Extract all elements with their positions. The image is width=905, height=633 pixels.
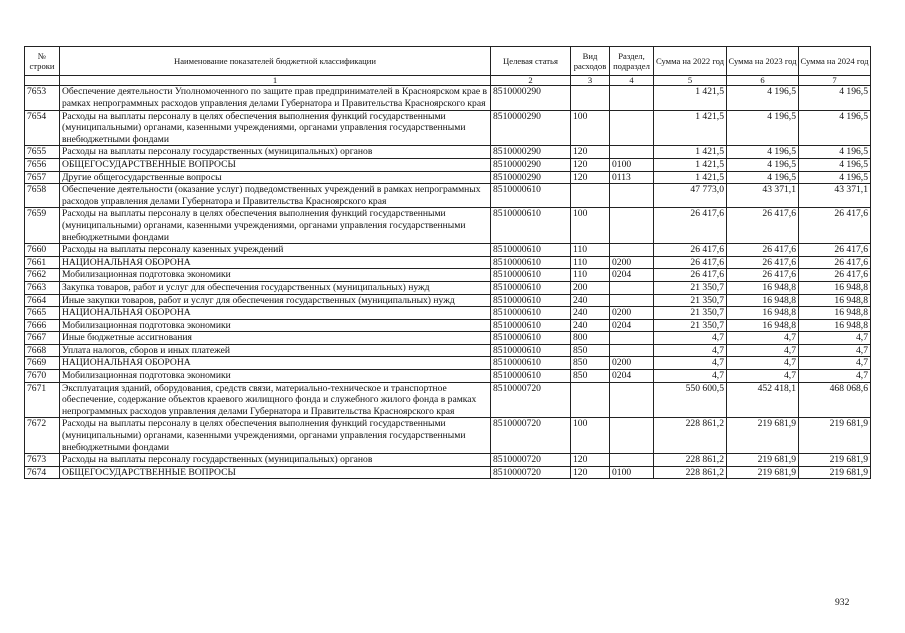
table-row	[25, 454, 871, 467]
cell-section	[610, 110, 654, 146]
cell-expense-type: 120	[571, 158, 610, 171]
cell-expense-type: 120	[571, 171, 610, 184]
table-row	[25, 418, 871, 454]
cell-sum-2024: 26 417,6	[799, 244, 871, 257]
cell-sum-2023: 4 196,5	[727, 171, 799, 184]
cell-sum-2024: 4,7	[799, 332, 871, 345]
cell-target-item: 8510000610	[491, 357, 571, 370]
column-number	[25, 76, 60, 86]
cell-sum-2022: 26 417,6	[654, 208, 727, 244]
cell-indicator-name: НАЦИОНАЛЬНАЯ ОБОРОНА	[60, 256, 491, 269]
cell-sum-2023: 219 681,9	[727, 454, 799, 467]
cell-row-number: 7660	[25, 244, 60, 257]
cell-expense-type: 110	[571, 269, 610, 282]
cell-sum-2024: 4 196,5	[799, 110, 871, 146]
table-row	[25, 370, 871, 383]
cell-sum-2024: 16 948,8	[799, 281, 871, 294]
cell-sum-2023: 4 196,5	[727, 110, 799, 146]
table-row	[25, 110, 871, 146]
cell-sum-2024: 219 681,9	[799, 418, 871, 454]
cell-sum-2022: 4,7	[654, 344, 727, 357]
cell-row-number: 7670	[25, 370, 60, 383]
cell-expense-type	[571, 86, 610, 110]
cell-row-number: 7656	[25, 158, 60, 171]
cell-indicator-name: Закупка товаров, работ и услуг для обеспечения государственных (муниципальных) нужд	[60, 281, 491, 294]
cell-expense-type: 200	[571, 281, 610, 294]
table-row	[25, 256, 871, 269]
cell-sum-2022: 4,7	[654, 370, 727, 383]
cell-sum-2024: 26 417,6	[799, 269, 871, 282]
cell-row-number: 7664	[25, 294, 60, 307]
cell-row-number: 7657	[25, 171, 60, 184]
table-row	[25, 466, 871, 479]
cell-sum-2022: 26 417,6	[654, 256, 727, 269]
table-row	[25, 146, 871, 159]
table-row	[25, 294, 871, 307]
table-row	[25, 269, 871, 282]
cell-sum-2023: 16 948,8	[727, 281, 799, 294]
cell-sum-2023: 4,7	[727, 357, 799, 370]
cell-sum-2022: 228 861,2	[654, 454, 727, 467]
cell-target-item: 8510000610	[491, 370, 571, 383]
cell-expense-type: 120	[571, 466, 610, 479]
cell-row-number: 7663	[25, 281, 60, 294]
cell-indicator-name: ОБЩЕГОСУДАРСТВЕННЫЕ ВОПРОСЫ	[60, 158, 491, 171]
cell-section: 0200	[610, 357, 654, 370]
column-number: 7	[799, 76, 871, 86]
cell-section	[610, 418, 654, 454]
table-row	[25, 344, 871, 357]
header-sum-2023: Сумма на 2023 год	[727, 47, 799, 76]
cell-expense-type: 110	[571, 256, 610, 269]
cell-row-number: 7654	[25, 110, 60, 146]
cell-row-number: 7671	[25, 382, 60, 418]
cell-sum-2022: 26 417,6	[654, 269, 727, 282]
table-row	[25, 86, 871, 110]
header-row-number: № строки	[25, 47, 60, 76]
cell-sum-2023: 4,7	[727, 370, 799, 383]
cell-sum-2022: 1 421,5	[654, 146, 727, 159]
table-row	[25, 307, 871, 320]
cell-section	[610, 332, 654, 345]
cell-target-item: 8510000610	[491, 208, 571, 244]
table-row	[25, 319, 871, 332]
cell-indicator-name: Мобилизационная подготовка экономики	[60, 269, 491, 282]
cell-sum-2024: 26 417,6	[799, 256, 871, 269]
cell-row-number: 7667	[25, 332, 60, 345]
column-number: 4	[610, 76, 654, 86]
table-row	[25, 332, 871, 345]
table-header	[25, 47, 871, 86]
cell-sum-2023: 452 418,1	[727, 382, 799, 418]
cell-row-number: 7674	[25, 466, 60, 479]
cell-section: 0204	[610, 319, 654, 332]
cell-sum-2023: 4 196,5	[727, 86, 799, 110]
cell-sum-2024: 4 196,5	[799, 86, 871, 110]
cell-target-item: 8510000290	[491, 146, 571, 159]
cell-target-item: 8510000290	[491, 158, 571, 171]
cell-expense-type: 240	[571, 307, 610, 320]
cell-expense-type	[571, 184, 610, 208]
cell-sum-2023: 16 948,8	[727, 294, 799, 307]
cell-section	[610, 382, 654, 418]
cell-section	[610, 146, 654, 159]
cell-sum-2024: 4 196,5	[799, 158, 871, 171]
cell-indicator-name: ОБЩЕГОСУДАРСТВЕННЫЕ ВОПРОСЫ	[60, 466, 491, 479]
cell-target-item: 8510000610	[491, 244, 571, 257]
cell-sum-2024: 4 196,5	[799, 171, 871, 184]
page-number: 932	[835, 597, 850, 608]
cell-expense-type: 100	[571, 208, 610, 244]
cell-sum-2023: 4 196,5	[727, 146, 799, 159]
cell-row-number: 7668	[25, 344, 60, 357]
column-number: 6	[727, 76, 799, 86]
header-row	[25, 47, 871, 76]
cell-target-item: 8510000610	[491, 184, 571, 208]
table-row	[25, 382, 871, 418]
cell-section	[610, 208, 654, 244]
cell-sum-2023: 219 681,9	[727, 418, 799, 454]
table-row	[25, 244, 871, 257]
cell-target-item: 8510000610	[491, 294, 571, 307]
cell-expense-type: 120	[571, 146, 610, 159]
cell-indicator-name: Расходы на выплаты персоналу в целях обеспечения выполнения функций государственными (муниципальными) органами, казенными учреждениями, органами управления государственными внебюджетными фондами	[60, 208, 491, 244]
cell-row-number: 7665	[25, 307, 60, 320]
cell-expense-type	[571, 382, 610, 418]
cell-indicator-name: Расходы на выплаты персоналу в целях обеспечения выполнения функций государственными (муниципальными) органами, казенными учреждениями, органами управления государственными внебюджетными фондами	[60, 418, 491, 454]
cell-row-number: 7669	[25, 357, 60, 370]
table-row	[25, 208, 871, 244]
column-number: 5	[654, 76, 727, 86]
cell-sum-2022: 4,7	[654, 357, 727, 370]
cell-indicator-name: Расходы на выплаты персоналу в целях обеспечения выполнения функций государственными (муниципальными) органами, казенными учреждениями, органами управления государственными внебюджетными фондами	[60, 110, 491, 146]
cell-section: 0204	[610, 269, 654, 282]
cell-sum-2022: 21 350,7	[654, 319, 727, 332]
cell-expense-type: 850	[571, 370, 610, 383]
cell-sum-2024: 468 068,6	[799, 382, 871, 418]
cell-section: 0100	[610, 158, 654, 171]
cell-sum-2022: 21 350,7	[654, 294, 727, 307]
cell-target-item: 8510000610	[491, 344, 571, 357]
cell-target-item: 8510000290	[491, 110, 571, 146]
cell-sum-2024: 43 371,1	[799, 184, 871, 208]
cell-target-item: 8510000610	[491, 269, 571, 282]
cell-sum-2022: 228 861,2	[654, 418, 727, 454]
cell-indicator-name: Мобилизационная подготовка экономики	[60, 370, 491, 383]
table-body	[25, 86, 871, 479]
cell-sum-2023: 26 417,6	[727, 269, 799, 282]
cell-sum-2024: 4,7	[799, 344, 871, 357]
cell-indicator-name: НАЦИОНАЛЬНАЯ ОБОРОНА	[60, 307, 491, 320]
cell-row-number: 7661	[25, 256, 60, 269]
header-section: Раздел, подраздел	[610, 47, 654, 76]
cell-sum-2022: 550 600,5	[654, 382, 727, 418]
cell-sum-2023: 4,7	[727, 332, 799, 345]
cell-section: 0200	[610, 256, 654, 269]
cell-sum-2023: 16 948,8	[727, 307, 799, 320]
table-row	[25, 158, 871, 171]
cell-section: 0100	[610, 466, 654, 479]
cell-expense-type: 240	[571, 319, 610, 332]
cell-section	[610, 294, 654, 307]
cell-target-item: 8510000610	[491, 319, 571, 332]
cell-indicator-name: НАЦИОНАЛЬНАЯ ОБОРОНА	[60, 357, 491, 370]
cell-sum-2023: 26 417,6	[727, 256, 799, 269]
cell-expense-type: 240	[571, 294, 610, 307]
column-number: 1	[60, 76, 491, 86]
cell-row-number: 7662	[25, 269, 60, 282]
cell-indicator-name: Другие общегосударственные вопросы	[60, 171, 491, 184]
cell-sum-2022: 21 350,7	[654, 281, 727, 294]
cell-expense-type: 110	[571, 244, 610, 257]
cell-sum-2024: 4,7	[799, 357, 871, 370]
cell-section	[610, 86, 654, 110]
column-number: 3	[571, 76, 610, 86]
cell-sum-2022: 4,7	[654, 332, 727, 345]
cell-section: 0204	[610, 370, 654, 383]
cell-target-item: 8510000610	[491, 307, 571, 320]
cell-indicator-name: Иные закупки товаров, работ и услуг для обеспечения государственных (муниципальных) нужд	[60, 294, 491, 307]
table-row	[25, 184, 871, 208]
cell-sum-2024: 16 948,8	[799, 294, 871, 307]
cell-sum-2024: 4 196,5	[799, 146, 871, 159]
cell-target-item: 8510000610	[491, 281, 571, 294]
cell-expense-type: 100	[571, 418, 610, 454]
cell-target-item: 8510000290	[491, 171, 571, 184]
cell-sum-2023: 4,7	[727, 344, 799, 357]
header-target-item: Целевая статья	[491, 47, 571, 76]
cell-indicator-name: Расходы на выплаты персоналу казенных учреждений	[60, 244, 491, 257]
column-number: 2	[491, 76, 571, 86]
cell-sum-2022: 228 861,2	[654, 466, 727, 479]
cell-sum-2024: 16 948,8	[799, 319, 871, 332]
cell-sum-2022: 21 350,7	[654, 307, 727, 320]
cell-section	[610, 184, 654, 208]
cell-expense-type: 120	[571, 454, 610, 467]
cell-row-number: 7666	[25, 319, 60, 332]
table-row	[25, 281, 871, 294]
cell-target-item: 8510000720	[491, 382, 571, 418]
cell-row-number: 7658	[25, 184, 60, 208]
cell-sum-2022: 47 773,0	[654, 184, 727, 208]
cell-row-number: 7653	[25, 86, 60, 110]
cell-expense-type: 100	[571, 110, 610, 146]
cell-target-item: 8510000610	[491, 332, 571, 345]
cell-section: 0200	[610, 307, 654, 320]
cell-indicator-name: Расходы на выплаты персоналу государственных (муниципальных) органов	[60, 146, 491, 159]
cell-sum-2023: 4 196,5	[727, 158, 799, 171]
cell-row-number: 7673	[25, 454, 60, 467]
cell-expense-type: 850	[571, 357, 610, 370]
cell-row-number: 7672	[25, 418, 60, 454]
cell-sum-2024: 219 681,9	[799, 454, 871, 467]
cell-target-item: 8510000610	[491, 256, 571, 269]
cell-sum-2022: 1 421,5	[654, 86, 727, 110]
cell-sum-2023: 26 417,6	[727, 244, 799, 257]
cell-target-item: 8510000290	[491, 86, 571, 110]
cell-indicator-name: Иные бюджетные ассигнования	[60, 332, 491, 345]
cell-sum-2022: 26 417,6	[654, 244, 727, 257]
cell-expense-type: 850	[571, 344, 610, 357]
cell-sum-2023: 219 681,9	[727, 466, 799, 479]
cell-indicator-name: Обеспечение деятельности Уполномоченного по защите прав предпринимателей в Красноярском крае в рамках непрограммных расходов управления делами Губернатора и Правительства Красноярского края	[60, 86, 491, 110]
cell-sum-2022: 1 421,5	[654, 171, 727, 184]
cell-sum-2022: 1 421,5	[654, 158, 727, 171]
cell-sum-2024: 26 417,6	[799, 208, 871, 244]
cell-section	[610, 454, 654, 467]
cell-indicator-name: Расходы на выплаты персоналу государственных (муниципальных) органов	[60, 454, 491, 467]
table-row	[25, 171, 871, 184]
header-indicator-name: Наименование показателей бюджетной классификации	[60, 47, 491, 76]
cell-section	[610, 244, 654, 257]
cell-section	[610, 281, 654, 294]
cell-section: 0113	[610, 171, 654, 184]
cell-expense-type: 800	[571, 332, 610, 345]
cell-sum-2024: 4,7	[799, 370, 871, 383]
cell-target-item: 8510000720	[491, 466, 571, 479]
cell-row-number: 7659	[25, 208, 60, 244]
cell-indicator-name: Обеспечение деятельности (оказание услуг) подведомственных учреждений в рамках непрограммных расходов управления делами Губернатора и Правительства Красноярского края	[60, 184, 491, 208]
cell-target-item: 8510000720	[491, 418, 571, 454]
cell-sum-2024: 16 948,8	[799, 307, 871, 320]
table-row	[25, 357, 871, 370]
document-page	[24, 46, 870, 479]
column-number-row	[25, 76, 871, 86]
cell-indicator-name: Мобилизационная подготовка экономики	[60, 319, 491, 332]
header-sum-2024: Сумма на 2024 год	[799, 47, 871, 76]
cell-indicator-name: Уплата налогов, сборов и иных платежей	[60, 344, 491, 357]
cell-sum-2024: 219 681,9	[799, 466, 871, 479]
cell-indicator-name: Эксплуатация зданий, оборудования, средств связи, материально-техническое и транспортное обеспечение, содержание объектов краевого жилищного фонда и служебного жилого фонда в рамках непрограммных расходов управления делами Губернатора и Правительства Красноярского края	[60, 382, 491, 418]
cell-sum-2022: 1 421,5	[654, 110, 727, 146]
cell-sum-2023: 16 948,8	[727, 319, 799, 332]
budget-table	[24, 46, 871, 479]
header-sum-2022: Сумма на 2022 год	[654, 47, 727, 76]
cell-section	[610, 344, 654, 357]
cell-sum-2023: 26 417,6	[727, 208, 799, 244]
header-expense-type: Вид расходов	[571, 47, 610, 76]
cell-row-number: 7655	[25, 146, 60, 159]
cell-target-item: 8510000720	[491, 454, 571, 467]
cell-sum-2023: 43 371,1	[727, 184, 799, 208]
